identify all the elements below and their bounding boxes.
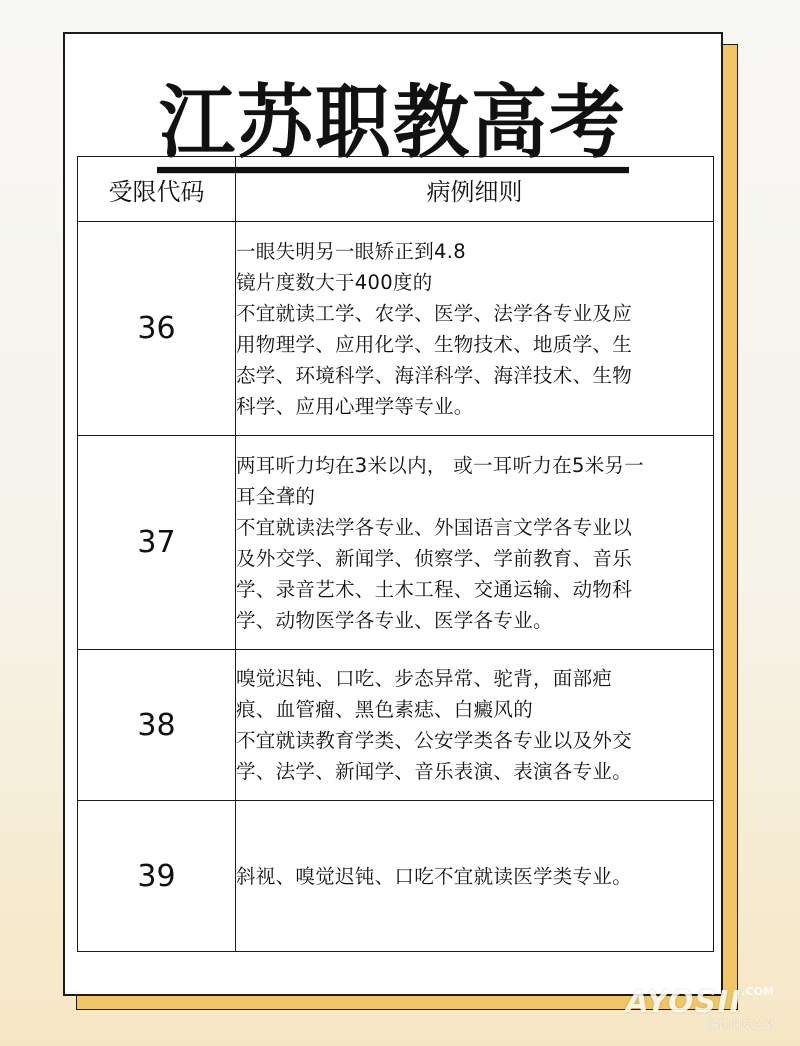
detail-line: 态学、环境科学、海洋科学、海洋技术、生物 [236,363,633,387]
table-row [78,222,714,436]
restriction-detail [236,650,714,801]
detail-line: 学、录音艺术、土木工程、交通运输、动物科 [236,577,633,601]
restriction-detail [236,222,714,436]
detail-line: 嗅觉迟钝、口吃、步态异常、驼背，面部疤 [236,667,613,690]
table-header-row [78,157,714,222]
page-title-text: 江苏职教高考 [157,81,629,173]
watermark-logo: AYOSII [625,985,742,1020]
detail-line: 及外交学、新闻学、侦察学、学前教育、音乐 [236,546,633,570]
detail-line: 两耳听力均在3米以内， 或一耳听力在5米另一 [236,453,645,477]
detail-line: 用物理学、应用化学、生物技术、地质学、生 [236,332,633,356]
restriction-code: 36 [78,222,236,436]
detail-line: 学、动物医学各专业、医学各专业。 [236,608,553,632]
table-row [78,650,714,801]
detail-line: 不宜就读教育学类、公安学类各专业以及外交 [236,729,633,752]
watermark-domain: .COM [741,985,774,998]
restriction-code: 39 [78,801,236,952]
detail-line: 一眼失明另一眼矫正到4.8 [236,239,466,263]
table-row [78,801,714,952]
site-watermark [626,985,774,1032]
watermark-caption: 镇江网友之家 [708,1018,774,1031]
rules-card [63,32,723,996]
header-code: 受限代码 [78,157,236,222]
restriction-detail [236,801,714,952]
restriction-detail [236,436,714,650]
detail-line: 痕、血管瘤、黑色素痣、白癜风的 [236,698,534,721]
table-row [78,436,714,650]
detail-line: 学、法学、新闻学、音乐表演、表演各专业。 [236,760,633,783]
detail-line: 科学、应用心理学等专业。 [236,394,474,418]
header-detail: 病例细则 [236,157,714,222]
restriction-code: 37 [78,436,236,650]
restriction-code: 38 [78,650,236,801]
restriction-table [77,156,714,952]
detail-line: 斜视、嗅觉迟钝、口吃不宜就读医学类专业。 [236,864,633,888]
detail-line: 不宜就读法学各专业、外国语言文学各专业以 [236,515,633,539]
detail-line: 不宜就读工学、农学、医学、法学各专业及应 [236,301,633,325]
detail-line: 耳全聋的 [236,484,316,508]
detail-line: 镜片度数大于400度的 [236,270,433,294]
